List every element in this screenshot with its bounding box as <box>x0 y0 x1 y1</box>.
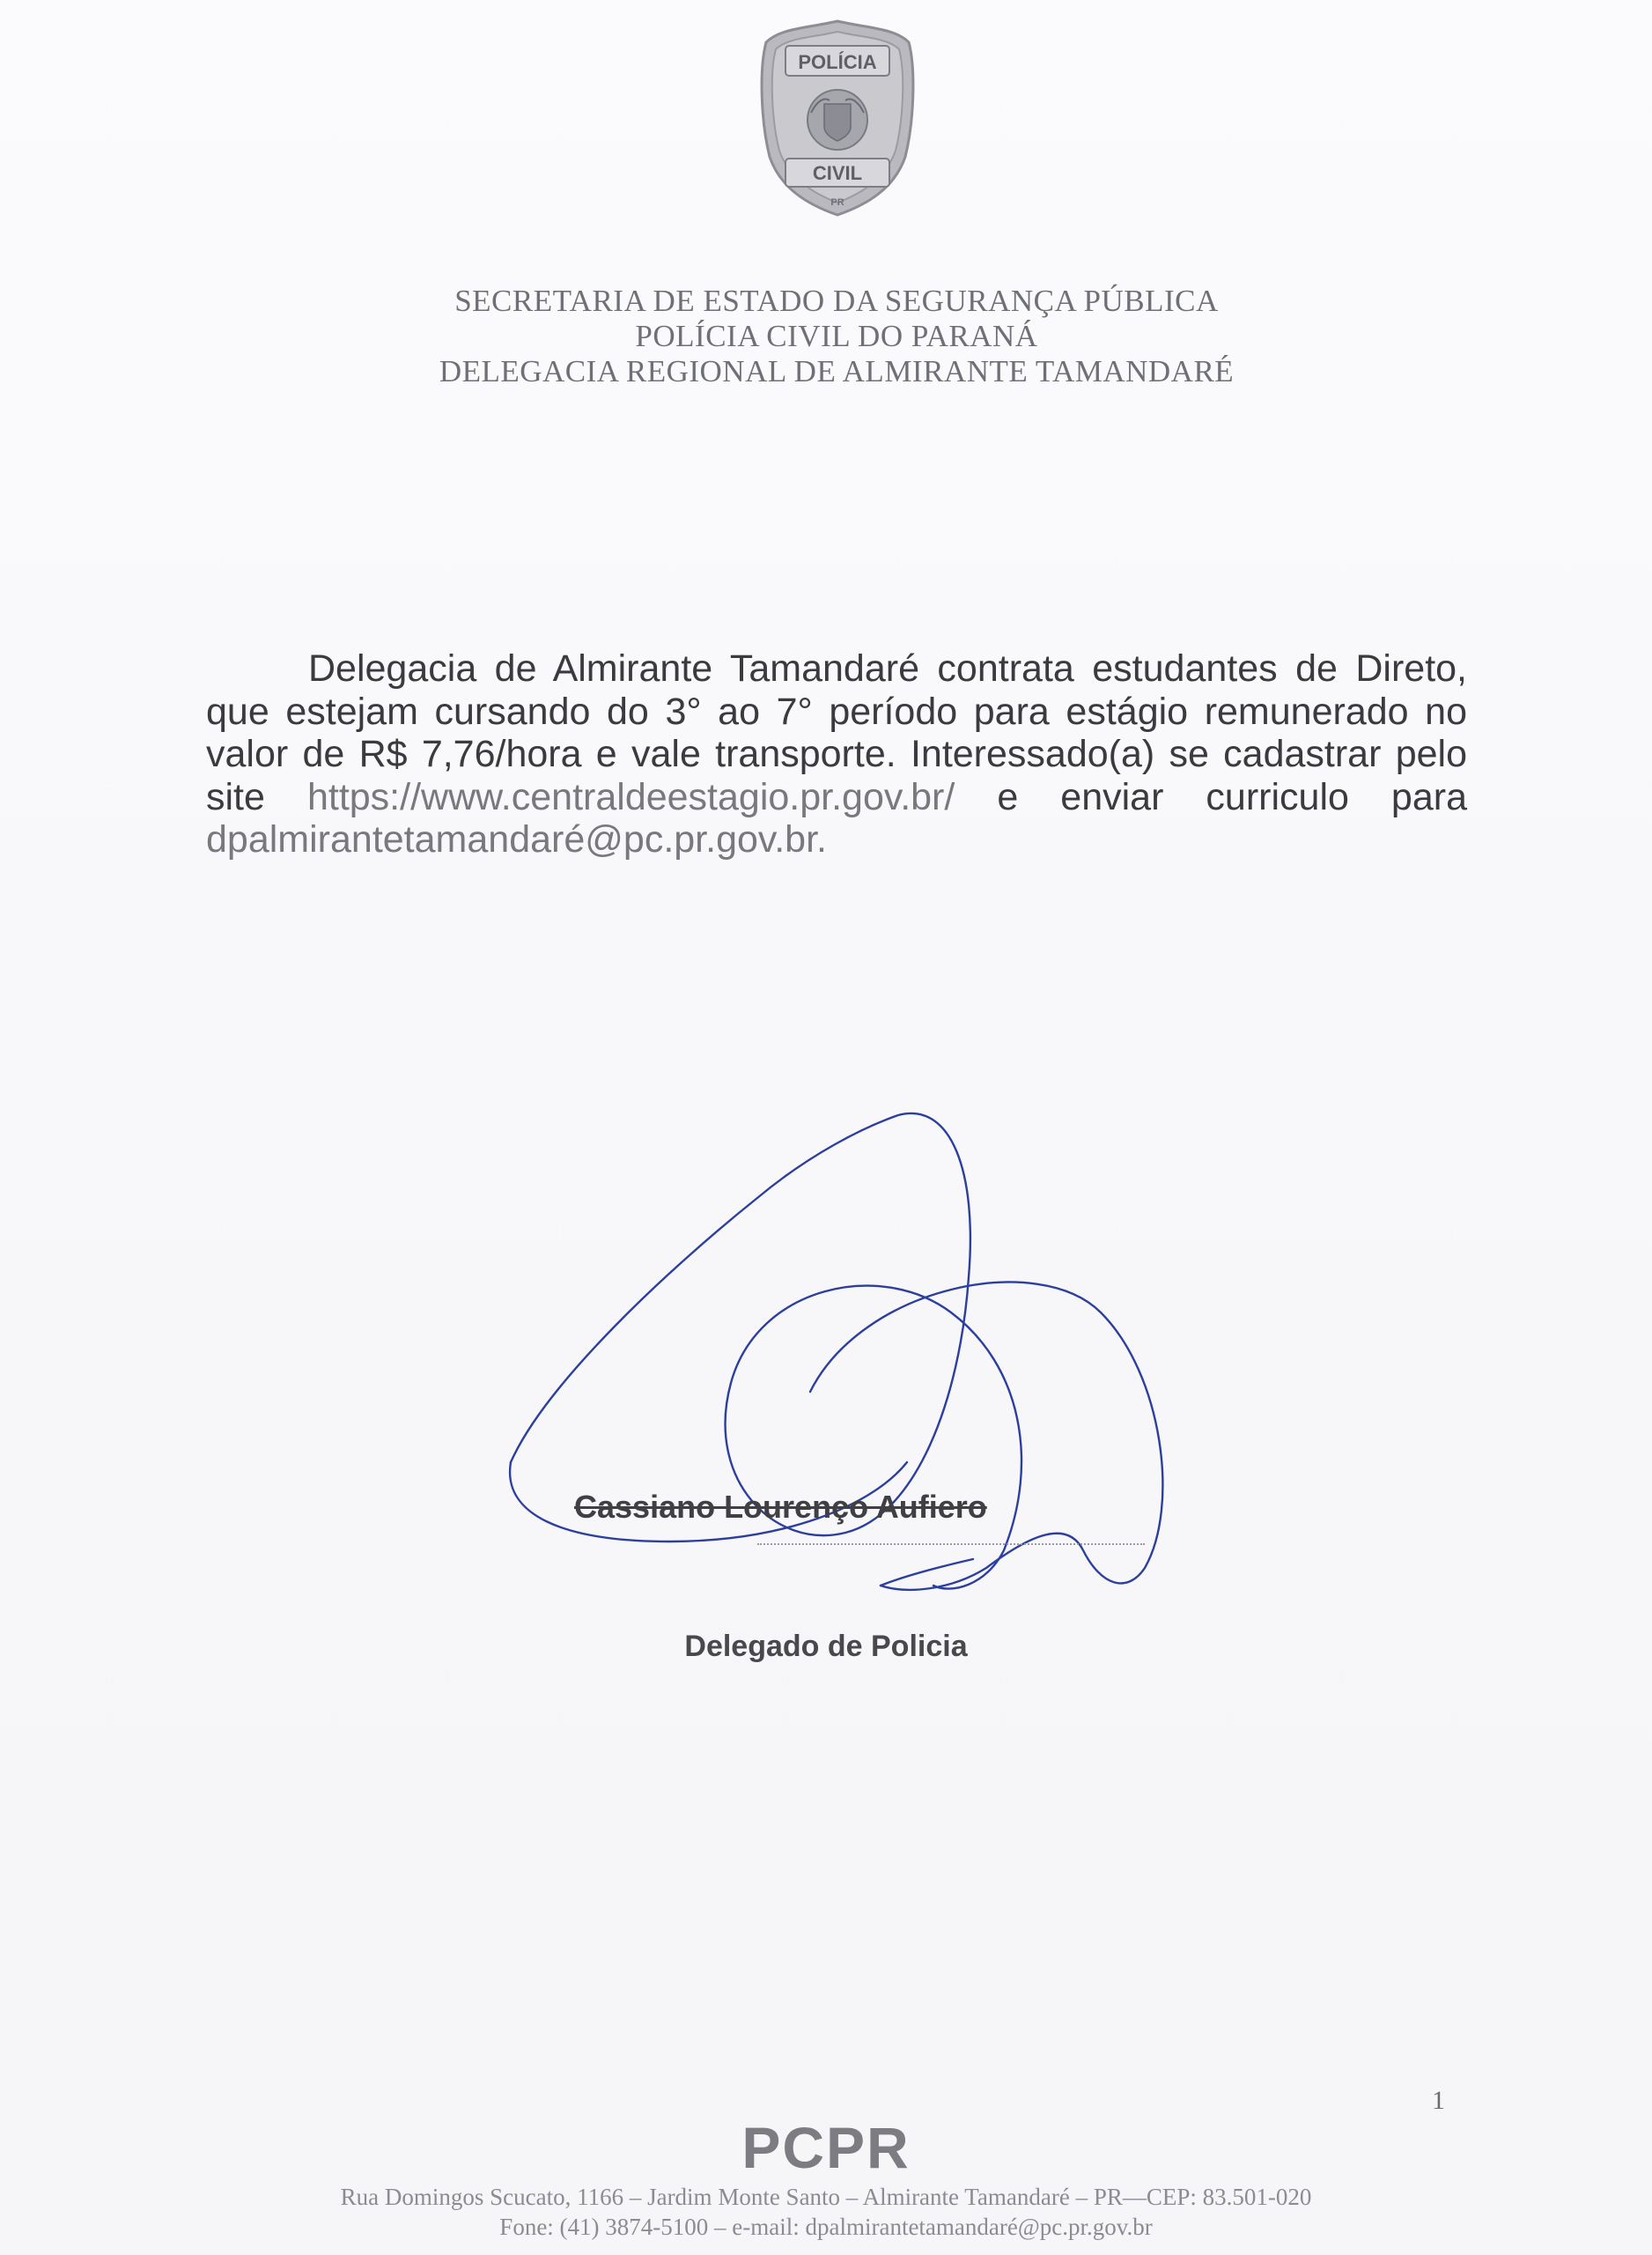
badge-state-text: PR <box>830 197 844 208</box>
footer-contact: Fone: (41) 3874-5100 – e-mail: dpalmirantetamandaré@pc.pr.gov.br <box>499 2214 1153 2240</box>
signer-name: Cassiano Lourenço Aufiero <box>574 1489 987 1525</box>
handwritten-signature <box>493 1092 1286 1621</box>
header-policia-civil: POLÍCIA CIVIL DO PARANÁ <box>635 319 1038 353</box>
badge-bottom-text: CIVIL <box>812 162 863 184</box>
announcement-part1: Delegacia de Almirante Tamandaré contrata estudantes de Direto, que estejam cursando do 3° ao 7° período para estágio remunerado no valor de R$ 7,76/hora e vale transporte. Interessado(a) se cadastrar pelo site <box>206 647 1467 818</box>
estagio-link[interactable]: https://www.centraldeestagio.pr.gov.br/ <box>306 775 955 818</box>
header-secretaria: SECRETARIA DE ESTADO DA SEGURANÇA PÚBLICA <box>454 284 1219 318</box>
signature-line <box>757 1543 1145 1545</box>
badge-top-text: POLÍCIA <box>798 51 877 73</box>
announcement-text <box>206 647 1467 861</box>
page-number: 1 <box>1432 2086 1445 2115</box>
pcpr-logo: PCPR <box>741 2115 911 2180</box>
footer-address: Rua Domingos Scucato, 1166 – Jardim Monte Santo – Almirante Tamandaré – PR—CEP: 83.501-020 <box>340 2184 1312 2210</box>
announcement-part2: e enviar curriculo para <box>997 775 1467 818</box>
policia-civil-badge-icon <box>754 16 921 218</box>
signer-role: Delegado de Policia <box>684 1630 968 1663</box>
email-link[interactable]: dpalmirantetamandaré@pc.pr.gov.br. <box>206 818 827 861</box>
header-delegacia: DELEGACIA REGIONAL DE ALMIRANTE TAMANDARÉ <box>439 354 1235 388</box>
